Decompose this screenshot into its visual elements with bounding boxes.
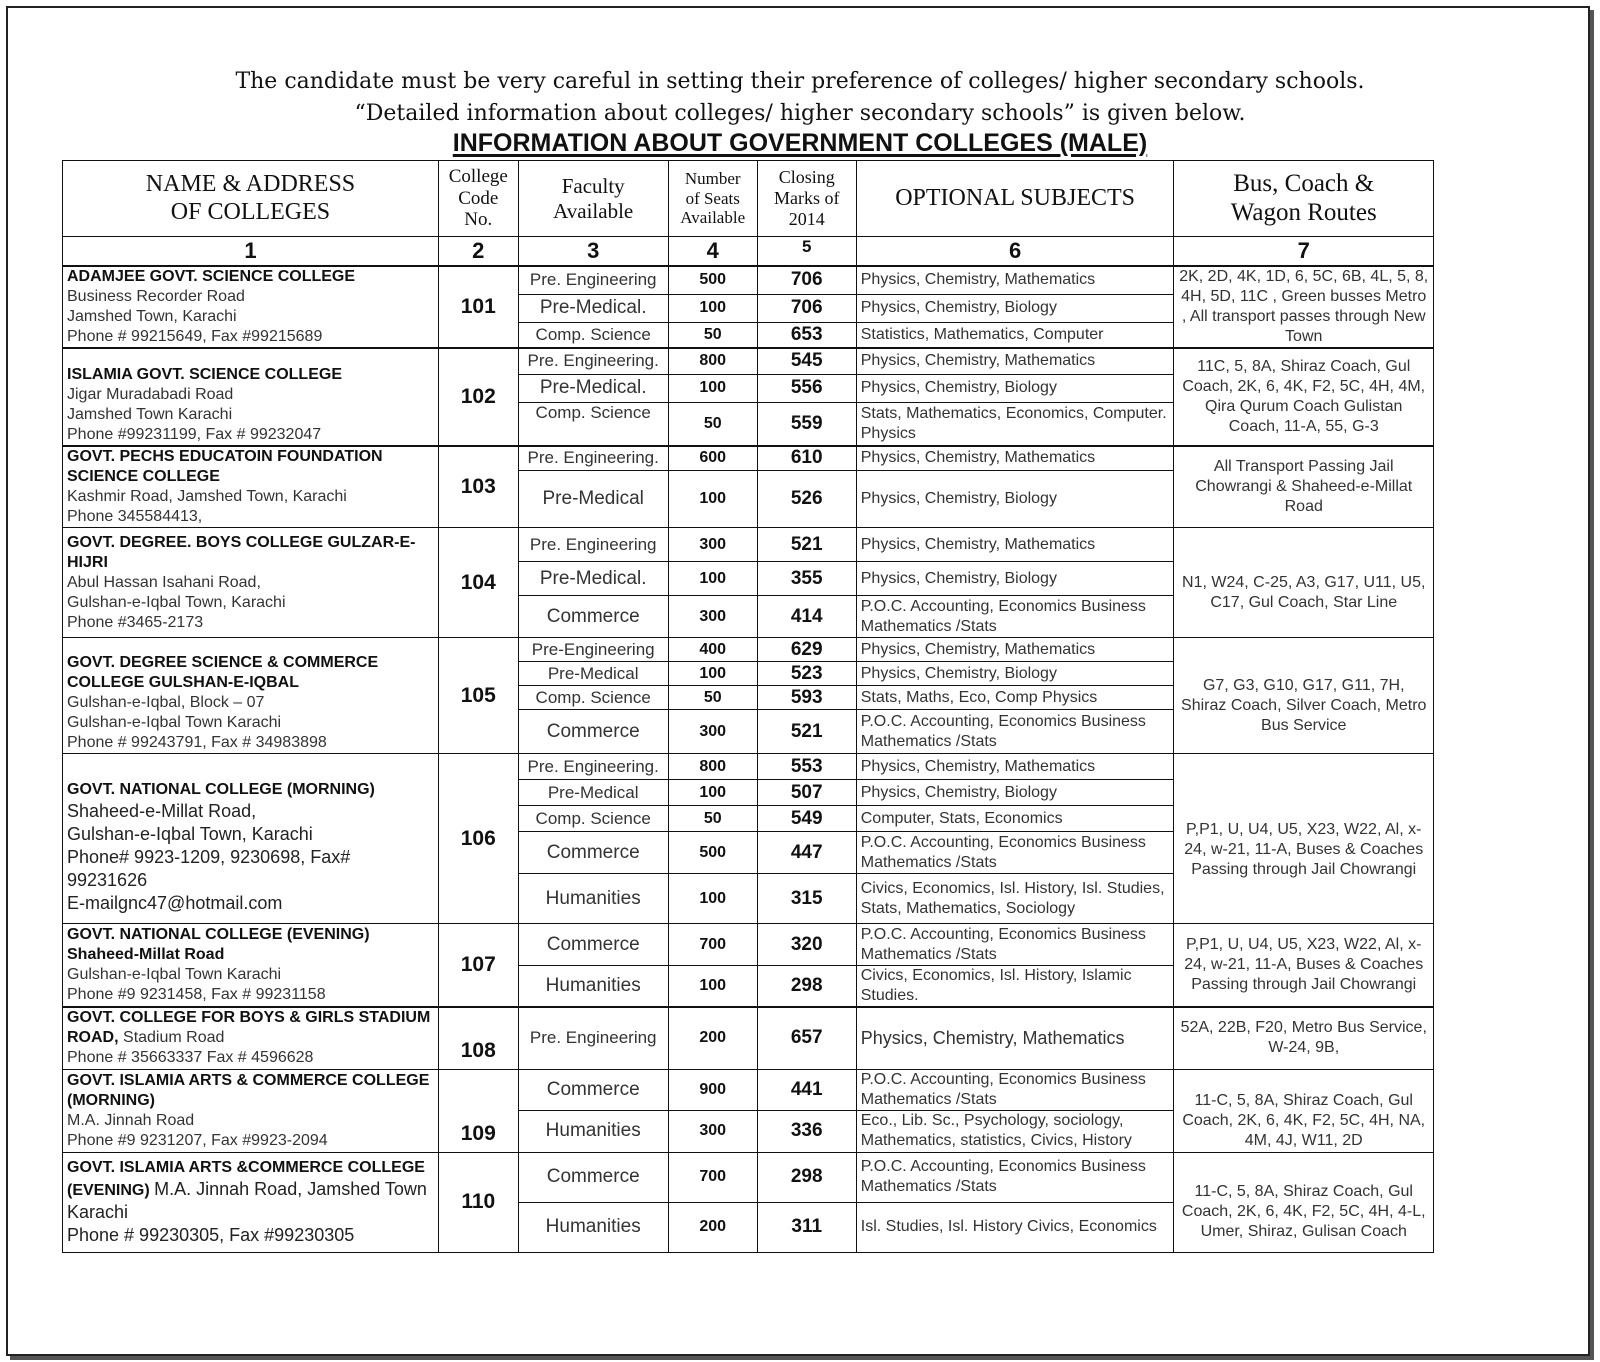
- faculty: Pre. Engineering: [518, 1007, 668, 1069]
- routes: P,P1, U, U4, U5, X23, W22, Al, x-24, w-21, 11-A, Buses & Coaches Passing through Jail Chowrangi: [1174, 754, 1434, 924]
- routes: P,P1, U, U4, U5, X23, W22, Al, x-24, w-21, 11-A, Buses & Coaches Passing through Jail Chowrangi: [1174, 924, 1434, 1008]
- seats: 100: [668, 874, 757, 924]
- seats: 700: [668, 924, 757, 966]
- college-name-address: GOVT. DEGREE SCIENCE & COMMERCE COLLEGE GULSHAN-E-IQBAL Gulshan-e-Iqbal, Block – 07 Gulshan-e-Iqbal Town Karachi Phone # 99243791, Fax # 34983898: [63, 638, 439, 754]
- closing-marks: 610: [757, 446, 856, 470]
- seats: 50: [668, 322, 757, 348]
- routes: N1, W24, C-25, A3, G17, U11, U5, C17, Gul Coach, Star Line: [1174, 528, 1434, 638]
- closing-marks: 593: [757, 686, 856, 710]
- faculty: Commerce: [518, 924, 668, 966]
- routes: G7, G3, G10, G17, G11, 7H, Shiraz Coach, Silver Coach, Metro Bus Service: [1174, 638, 1434, 754]
- faculty: Comp. Science: [518, 322, 668, 348]
- college-code: 105: [438, 638, 518, 754]
- college-code: 102: [438, 348, 518, 446]
- faculty: Humanities: [518, 874, 668, 924]
- optional-subjects: Isl. Studies, Isl. History Civics, Economics: [856, 1202, 1174, 1252]
- college-code: 103: [438, 446, 518, 528]
- college-code: 108: [438, 1007, 518, 1069]
- closing-marks: 526: [757, 470, 856, 527]
- seats: 50: [668, 686, 757, 710]
- faculty: Pre. Engineering: [518, 528, 668, 562]
- optional-subjects: Physics, Chemistry, Biology: [856, 562, 1174, 596]
- closing-marks: 447: [757, 832, 856, 874]
- seats: 100: [668, 966, 757, 1008]
- seats: 300: [668, 528, 757, 562]
- seats: 100: [668, 294, 757, 322]
- seats: 300: [668, 710, 757, 754]
- table-row: [63, 348, 1434, 374]
- faculty: Pre-Engineering: [518, 638, 668, 662]
- table-row: [63, 266, 1434, 294]
- closing-marks: 521: [757, 710, 856, 754]
- closing-marks: 336: [757, 1110, 856, 1152]
- optional-subjects: Physics, Chemistry, Mathematics: [856, 348, 1174, 374]
- faculty: Humanities: [518, 1110, 668, 1152]
- college-name-address: GOVT. NATIONAL COLLEGE (MORNING) Shaheed-e-Millat Road, Gulshan-e-Iqbal Town, Karachi Phone# 9923-1209, 9230698, Fax# 99231626 E-mailgnc47@hotmail.com: [63, 754, 439, 924]
- closing-marks: 355: [757, 562, 856, 596]
- optional-subjects: Physics, Chemistry, Biology: [856, 470, 1174, 527]
- header-name-address: NAME & ADDRESS OF COLLEGES: [63, 161, 439, 237]
- col-num-3: 3: [518, 237, 668, 267]
- title-text: INFORMATION ABOUT GOVERNMENT COLLEGES (MALE): [452, 129, 1148, 157]
- closing-marks: 556: [757, 374, 856, 402]
- optional-subjects: Stats, Mathematics, Economics, Computer. Physics: [856, 402, 1174, 446]
- optional-subjects: Physics, Chemistry, Biology: [856, 780, 1174, 806]
- header-row: [63, 161, 1434, 237]
- seats: 300: [668, 1110, 757, 1152]
- college-code: 104: [438, 528, 518, 638]
- table-row: [63, 1069, 1434, 1110]
- optional-subjects: P.O.C. Accounting, Economics Business Mathematics /Stats: [856, 596, 1174, 638]
- seats: 100: [668, 780, 757, 806]
- optional-subjects: P.O.C. Accounting, Economics Business Mathematics /Stats: [856, 710, 1174, 754]
- college-name-address: GOVT. PECHS EDUCATOIN FOUNDATION SCIENCE COLLEGE Kashmir Road, Jamshed Town, Karachi Phone 345584413,: [63, 446, 439, 528]
- faculty: Commerce: [518, 1069, 668, 1110]
- col-num-2: 2: [438, 237, 518, 267]
- seats: 400: [668, 638, 757, 662]
- seats: 500: [668, 266, 757, 294]
- closing-marks: 706: [757, 266, 856, 294]
- college-code: 107: [438, 924, 518, 1008]
- closing-marks: 553: [757, 754, 856, 780]
- faculty: Pre-Medical.: [518, 374, 668, 402]
- table-row: [63, 924, 1434, 966]
- faculty: Humanities: [518, 1202, 668, 1252]
- optional-subjects: Physics, Chemistry, Biology: [856, 294, 1174, 322]
- faculty: Commerce: [518, 710, 668, 754]
- college-code: 101: [438, 266, 518, 348]
- optional-subjects: Stats, Maths, Eco, Comp Physics: [856, 686, 1174, 710]
- header-faculty: Faculty Available: [518, 161, 668, 237]
- closing-marks: 311: [757, 1202, 856, 1252]
- table-row: [63, 528, 1434, 562]
- faculty: Comp. Science: [518, 806, 668, 832]
- faculty: Pre-Medical.: [518, 562, 668, 596]
- col-num-1: 1: [63, 237, 439, 267]
- table-row: [63, 638, 1434, 662]
- optional-subjects: Physics, Chemistry, Biology: [856, 662, 1174, 686]
- college-name-address: GOVT. ISLAMIA ARTS & COMMERCE COLLEGE (MORNING) M.A. Jinnah Road Phone #9 9231207, Fax #9923-2094: [63, 1069, 439, 1152]
- seats: 600: [668, 446, 757, 470]
- seats: 700: [668, 1152, 757, 1202]
- closing-marks: 441: [757, 1069, 856, 1110]
- optional-subjects: Physics, Chemistry, Mathematics: [856, 1007, 1174, 1069]
- optional-subjects: Statistics, Mathematics, Computer: [856, 322, 1174, 348]
- optional-subjects: Civics, Economics, Isl. History, Isl. Studies, Stats, Mathematics, Sociology: [856, 874, 1174, 924]
- faculty: Pre. Engineering: [518, 266, 668, 294]
- routes: 11C, 5, 8A, Shiraz Coach, Gul Coach, 2K, 6, 4K, F2, 5C, 4H, 4M, Qira Qurum Coach Gulistan Coach, 11-A, 55, G-3: [1174, 348, 1434, 446]
- header-routes: Bus, Coach & Wagon Routes: [1174, 161, 1434, 237]
- header-optional-subjects: OPTIONAL SUBJECTS: [856, 161, 1174, 237]
- optional-subjects: Civics, Economics, Isl. History, Islamic Studies.: [856, 966, 1174, 1008]
- faculty: Pre-Medical: [518, 780, 668, 806]
- seats: 300: [668, 596, 757, 638]
- seats: 100: [668, 662, 757, 686]
- seats: 800: [668, 754, 757, 780]
- optional-subjects: Physics, Chemistry, Mathematics: [856, 446, 1174, 470]
- faculty: Pre-Medical.: [518, 294, 668, 322]
- intro-line-2: “Detailed information about colleges/ higher secondary schools” is given below.: [354, 101, 1246, 126]
- intro-notice: [0, 66, 1600, 130]
- optional-subjects: Physics, Chemistry, Mathematics: [856, 266, 1174, 294]
- table-row: [63, 754, 1434, 780]
- college-name-address: ADAMJEE GOVT. SCIENCE COLLEGE Business Recorder Road Jamshed Town, Karachi Phone # 99215649, Fax #99215689: [63, 266, 439, 348]
- college-code: 110: [438, 1152, 518, 1252]
- college-name-address: GOVT. COLLEGE FOR BOYS & GIRLS STADIUM ROAD, Stadium Road Phone # 35663337 Fax # 4596628: [63, 1007, 439, 1069]
- faculty: Pre-Medical: [518, 662, 668, 686]
- col-num-6: 6: [856, 237, 1174, 267]
- column-number-row: [63, 237, 1434, 267]
- faculty: Pre. Engineering.: [518, 754, 668, 780]
- faculty: Comp. Science: [518, 686, 668, 710]
- optional-subjects: Physics, Chemistry, Mathematics: [856, 528, 1174, 562]
- seats: 100: [668, 470, 757, 527]
- col-num-5: 5: [757, 237, 856, 267]
- closing-marks: 545: [757, 348, 856, 374]
- closing-marks: 414: [757, 596, 856, 638]
- college-code: 106: [438, 754, 518, 924]
- closing-marks: 507: [757, 780, 856, 806]
- optional-subjects: Physics, Chemistry, Mathematics: [856, 638, 1174, 662]
- routes: 11-C, 5, 8A, Shiraz Coach, Gul Coach, 2K, 6, 4K, F2, 5C, 4H, NA, 4M, 4J, W11, 2D: [1174, 1069, 1434, 1152]
- faculty: Pre. Engineering.: [518, 348, 668, 374]
- header-college-code: College Code No.: [438, 161, 518, 237]
- college-name-address: GOVT. DEGREE. BOYS COLLEGE GULZAR-E-HIJRI Abul Hassan Isahani Road, Gulshan-e-Iqbal Town, Karachi Phone #3465-2173: [63, 528, 439, 638]
- faculty: Pre. Engineering.: [518, 446, 668, 470]
- header-closing-marks: Closing Marks of 2014: [757, 161, 856, 237]
- college-name-address: GOVT. NATIONAL COLLEGE (EVENING) Shaheed-Millat Road Gulshan-e-Iqbal Town Karachi Phone #9 9231458, Fax # 99231158: [63, 924, 439, 1008]
- college-name-address: ISLAMIA GOVT. SCIENCE COLLEGE Jigar Muradabadi Road Jamshed Town Karachi Phone #99231199, Fax # 99232047: [63, 348, 439, 446]
- closing-marks: 549: [757, 806, 856, 832]
- table-row: [63, 446, 1434, 470]
- seats: 900: [668, 1069, 757, 1110]
- seats: 100: [668, 562, 757, 596]
- faculty: Pre-Medical: [518, 470, 668, 527]
- col-num-7: 7: [1174, 237, 1434, 267]
- col-num-4: 4: [668, 237, 757, 267]
- seats: 200: [668, 1202, 757, 1252]
- seats: 200: [668, 1007, 757, 1069]
- optional-subjects: P.O.C. Accounting, Economics Business Mathematics /Stats: [856, 924, 1174, 966]
- closing-marks: 706: [757, 294, 856, 322]
- faculty: Commerce: [518, 596, 668, 638]
- closing-marks: 298: [757, 966, 856, 1008]
- document-title: [0, 128, 1600, 158]
- seats: 800: [668, 348, 757, 374]
- optional-subjects: Eco., Lib. Sc., Psychology, sociology, Mathematics, statistics, Civics, History: [856, 1110, 1174, 1152]
- closing-marks: 315: [757, 874, 856, 924]
- seats: 50: [668, 402, 757, 446]
- closing-marks: 298: [757, 1152, 856, 1202]
- faculty: Comp. Science: [518, 402, 668, 446]
- seats: 50: [668, 806, 757, 832]
- college-code: 109: [438, 1069, 518, 1152]
- closing-marks: 657: [757, 1007, 856, 1069]
- table-row: [63, 1007, 1434, 1069]
- routes: 52A, 22B, F20, Metro Bus Service, W-24, 9B,: [1174, 1007, 1434, 1069]
- routes: 11-C, 5, 8A, Shiraz Coach, Gul Coach, 2K, 6, 4K, F2, 5C, 4H, 4-L, Umer, Shiraz, Gulisan Coach: [1174, 1152, 1434, 1252]
- college-name-address: GOVT. ISLAMIA ARTS &COMMERCE COLLEGE (EVENING) M.A. Jinnah Road, Jamshed Town Karachi Phone # 99230305, Fax #99230305: [63, 1152, 439, 1252]
- closing-marks: 629: [757, 638, 856, 662]
- seats: 500: [668, 832, 757, 874]
- routes: 2K, 2D, 4K, 1D, 6, 5C, 6B, 4L, 5, 8, 4H, 5D, 11C , Green busses Metro , All transport passes through New Town: [1174, 266, 1434, 348]
- closing-marks: 653: [757, 322, 856, 348]
- routes: All Transport Passing Jail Chowrangi & Shaheed-e-Millat Road: [1174, 446, 1434, 528]
- faculty: Humanities: [518, 966, 668, 1008]
- closing-marks: 559: [757, 402, 856, 446]
- optional-subjects: P.O.C. Accounting, Economics Business Mathematics /Stats: [856, 1152, 1174, 1202]
- optional-subjects: Physics, Chemistry, Biology: [856, 374, 1174, 402]
- colleges-table: [62, 160, 1434, 1253]
- optional-subjects: Computer, Stats, Economics: [856, 806, 1174, 832]
- closing-marks: 521: [757, 528, 856, 562]
- faculty: Commerce: [518, 1152, 668, 1202]
- closing-marks: 320: [757, 924, 856, 966]
- seats: 100: [668, 374, 757, 402]
- closing-marks: 523: [757, 662, 856, 686]
- header-seats: Number of Seats Available: [668, 161, 757, 237]
- optional-subjects: P.O.C. Accounting, Economics Business Mathematics /Stats: [856, 832, 1174, 874]
- faculty: Commerce: [518, 832, 668, 874]
- optional-subjects: Physics, Chemistry, Mathematics: [856, 754, 1174, 780]
- table-row: [63, 1152, 1434, 1202]
- optional-subjects: P.O.C. Accounting, Economics Business Mathematics /Stats: [856, 1069, 1174, 1110]
- intro-line-1: The candidate must be very careful in setting their preference of colleges/ higher secondary schools.: [235, 69, 1365, 94]
